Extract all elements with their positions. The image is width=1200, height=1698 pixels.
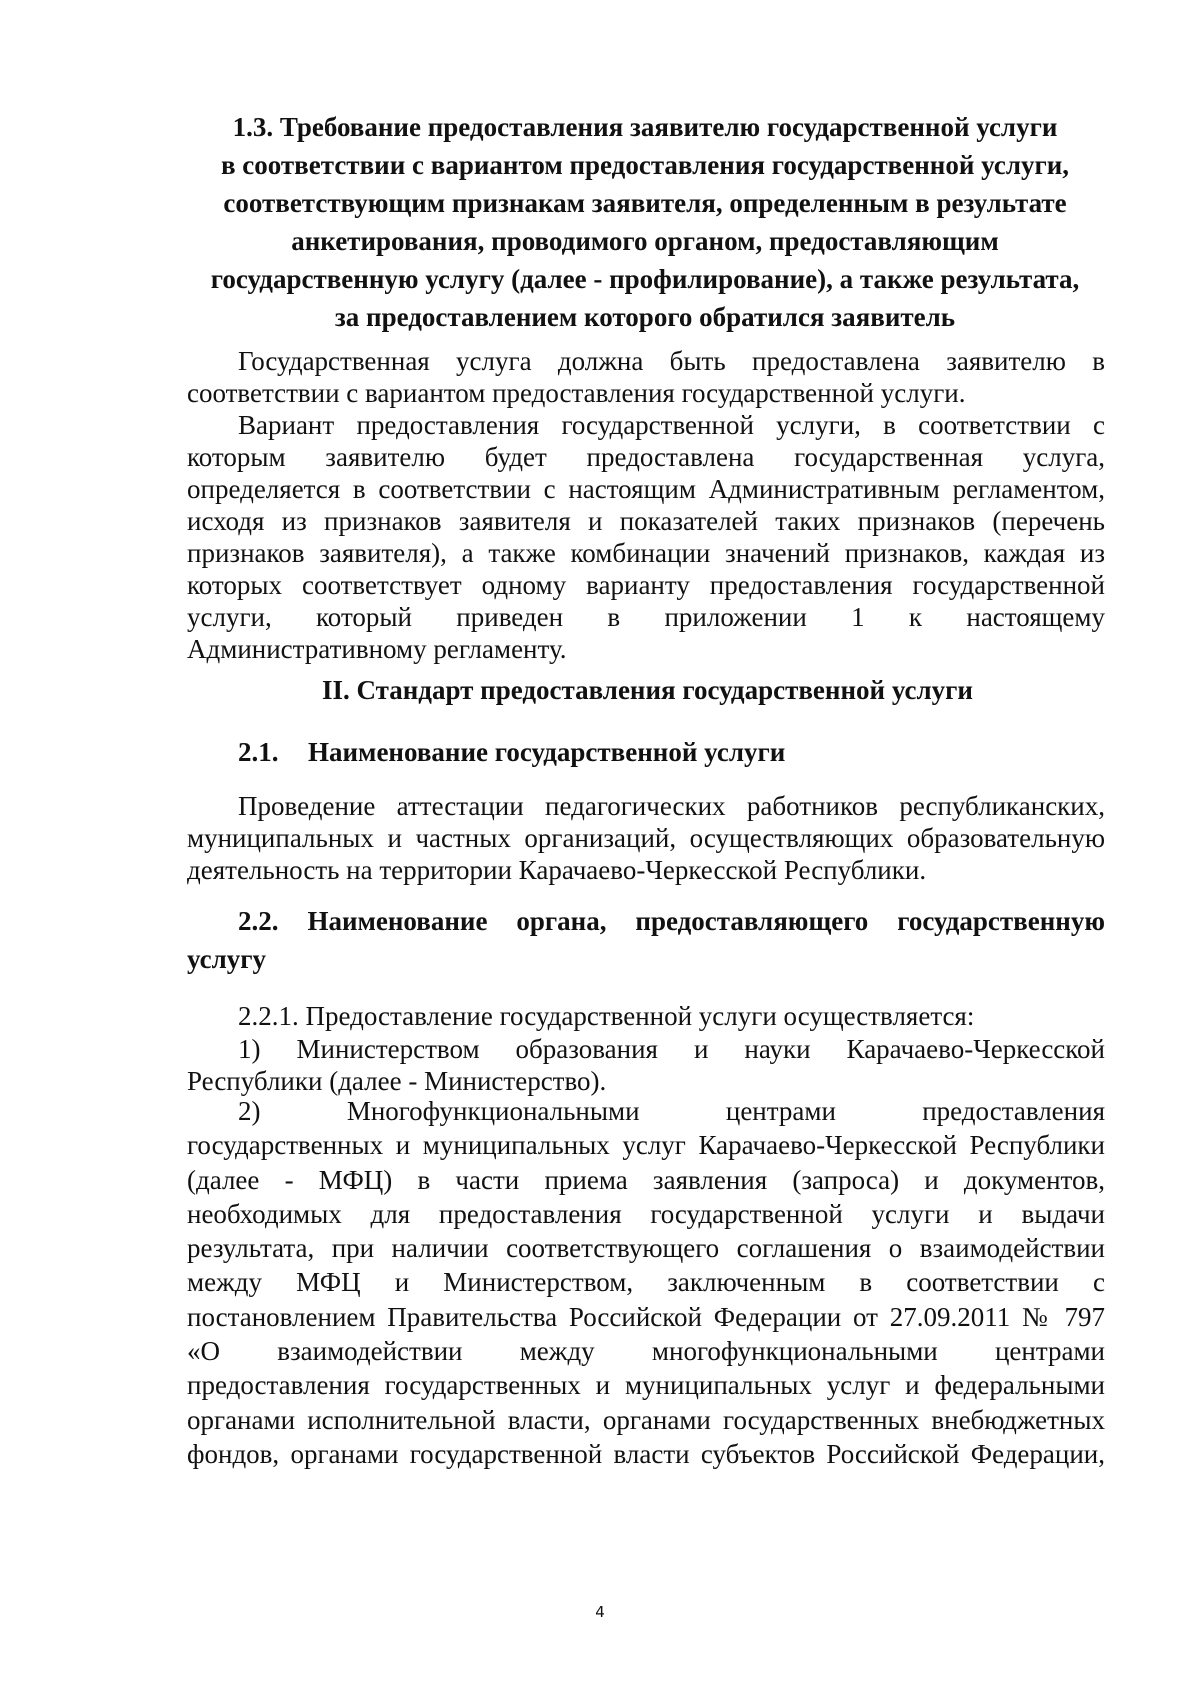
text-line: государственных и муниципальных услуг Карачаево-Черкесской Республики [187, 1130, 1105, 1161]
heading-line: государственную услугу (далее - профилирование), а также результата, [210, 264, 1080, 294]
paragraph-service-variant [187, 345, 1105, 409]
text-line: органами исполнительной власти, органами государственных внебюджетных [187, 1404, 1105, 1435]
heading-line: анкетирования, проводимого органом, предоставляющим [291, 226, 999, 256]
text-line: Вариант предоставления государственной услуги, в соответствии с [238, 410, 1105, 440]
text-line: услуги, который приведен в приложении 1 к настоящему [187, 602, 1105, 632]
heading-line: 1.3. Требование предоставления заявителю государственной услуги [232, 112, 1058, 142]
text-line: признаков заявителя), а также комбинации значений признаков, каждая из [187, 538, 1105, 568]
section-2-title: II. Стандарт предоставления государственной услуги [322, 675, 973, 705]
section-title-text: Наименование государственной услуги [308, 737, 786, 767]
text-line: 1) Министерством образования и науки Карачаево-Черкесской [238, 1034, 1105, 1064]
text-line: Проведение аттестации педагогических работников республиканских, [238, 791, 1105, 821]
text-line: «О взаимодействии между многофункциональными центрами [187, 1336, 1105, 1367]
text-line: постановлением Правительства Российской Федерации от 27.09.2011 № 797 [187, 1301, 1105, 1332]
section-1-3-heading [180, 108, 1110, 336]
section-2-2-title [187, 902, 1105, 978]
list-item-ministry [187, 1033, 1105, 1097]
paragraph-variant-determination [187, 409, 1105, 665]
list-item-mfc [187, 1094, 1105, 1471]
text-line: деятельность на территории Карачаево-Черкесской Республики. [187, 855, 927, 885]
text-line: результата, при наличии соответствующего соглашения о взаимодействии [187, 1233, 1105, 1264]
section-number: 2.1. [238, 737, 279, 767]
text-line: Административному регламенту. [187, 634, 567, 664]
text-line: предоставления государственных и муниципальных услуг и федеральными [187, 1370, 1105, 1401]
text-line: муниципальных и частных организаций, осуществляющих образовательную [187, 823, 1105, 853]
paragraph-service-name [187, 790, 1105, 886]
text-line: соответствии с вариантом предоставления государственной услуги. [187, 378, 966, 408]
text-line: 2) Многофункциональными центрами предоставления [238, 1096, 1105, 1126]
text-line: фондов, органами государственной власти субъектов Российской Федерации, [187, 1438, 1105, 1469]
text-line: исходя из признаков заявителя и показателей таких признаков (перечень [187, 506, 1105, 536]
section-2-1-title [187, 733, 1105, 771]
text-line: которым заявителю будет предоставлена государственная услуга, [187, 442, 1105, 472]
text-line: необходимых для предоставления государственной услуги и выдачи [187, 1198, 1105, 1229]
text-line: между МФЦ и Министерством, заключенным в соответствии с [187, 1267, 1105, 1298]
heading-line: услугу [187, 944, 267, 974]
text-line: 2.2.1. Предоставление государственной услуги осуществляется: [238, 1001, 975, 1031]
paragraph-2-2-1 [187, 1000, 1105, 1032]
heading-line: в соответствии с вариантом предоставления государственной услуги, [220, 150, 1070, 180]
text-line: Республики (далее - Министерство). [187, 1066, 607, 1096]
heading-line: за предоставлением которого обратился заявитель [334, 302, 956, 332]
text-line: (далее - МФЦ) в части приема заявления (запроса) и документов, [187, 1164, 1105, 1195]
heading-line: соответствующим признакам заявителя, определенным в результате [223, 188, 1067, 218]
heading-line: 2.2. Наименование органа, предоставляющего государственную [238, 906, 1105, 936]
page-number: 4 [595, 1603, 605, 1621]
text-line: Государственная услуга должна быть предоставлена заявителю в [238, 346, 1105, 376]
text-line: которых соответствует одному варианту предоставления государственной [187, 570, 1105, 600]
text-line: определяется в соответствии с настоящим Административным регламентом, [187, 474, 1105, 504]
